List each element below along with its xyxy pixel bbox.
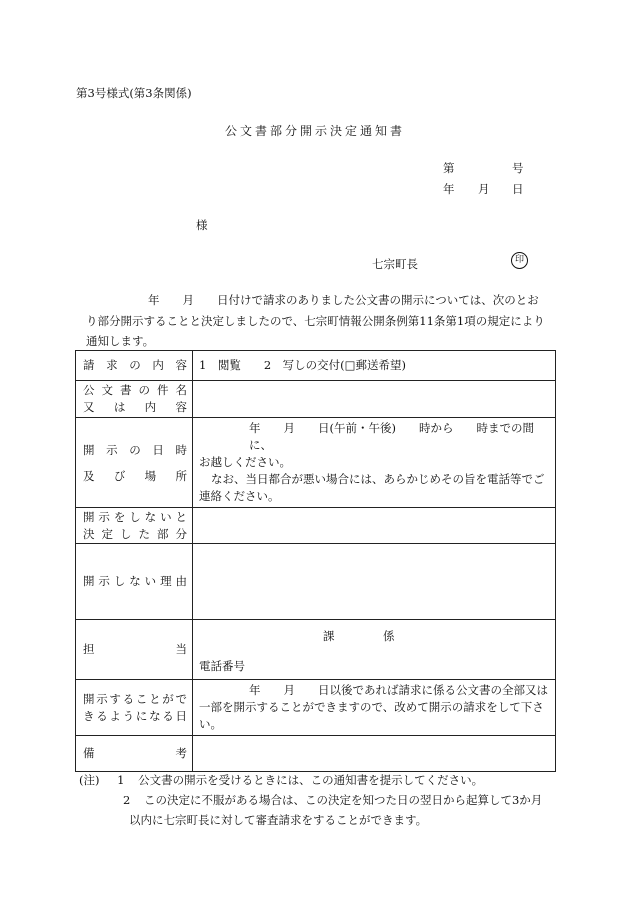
- note-1-number: 1: [117, 773, 125, 787]
- note-1: [79, 770, 542, 790]
- unit-label: 係: [383, 629, 395, 643]
- row-reason: [76, 544, 556, 620]
- label-disclosable-date-1: 開示することがで: [83, 691, 187, 706]
- label-undisclosed-part-2: 決定した部分: [83, 526, 187, 541]
- note-2-text-a: この決定に不服がある場合は、この決定を知つた日の翌日から起算して3か月: [143, 793, 543, 807]
- note-prefix: (注): [79, 773, 100, 787]
- disclosable-line-1: 年 月 日以後であれば請求に係る公文書の全部又は: [249, 683, 548, 697]
- value-remarks: [193, 736, 556, 772]
- row-person-in-charge: [76, 620, 556, 680]
- disclosable-line-3: い。: [199, 717, 222, 731]
- row-disclosable-date: [76, 680, 556, 736]
- label-disclosable-date-2: きるようになる日: [83, 708, 187, 723]
- form-number: 第3号様式(第3条関係): [76, 86, 192, 100]
- note-2-cont: [79, 810, 542, 830]
- date-place-line-2: お越しください。: [199, 455, 291, 469]
- note-1-text: 公文書の開示を受けるときには、この通知書を提示してください。: [138, 773, 484, 787]
- seal-icon: 印: [511, 252, 528, 269]
- value-disclosable-date: [193, 680, 556, 736]
- label-document-title: [76, 381, 193, 418]
- intro-line-1: 年 月 日付けで請求のありました公文書の開示については、次のとお: [148, 293, 539, 307]
- note-2: [79, 790, 542, 810]
- date-place-line-1: 年 月 日(午前・午後) 時から 時までの間に、: [249, 421, 534, 452]
- row-request-content: [76, 351, 556, 381]
- intro-line-3: 通知します。: [86, 334, 155, 348]
- note-2-number: 2: [123, 793, 131, 807]
- note-2-text-b: 以内に七宗町長に対して審査請求をすることができます。: [129, 813, 428, 827]
- label-reason: 開示しない理由: [76, 544, 193, 620]
- value-person-in-charge: [193, 620, 556, 680]
- row-undisclosed-part: [76, 508, 556, 544]
- value-reason: [193, 544, 556, 620]
- row-date-place: [76, 418, 556, 508]
- value-date-place: [193, 418, 556, 508]
- disclosable-line-2: 一部を開示することができますので、改めて開示の請求をして下さ: [199, 700, 544, 714]
- section-label: 課: [323, 629, 335, 643]
- label-request-content: 請求の内容: [76, 351, 193, 381]
- row-remarks: [76, 736, 556, 772]
- document-title: 公文書部分開示決定通知書: [224, 124, 405, 138]
- date-day: 日: [512, 182, 524, 196]
- label-date-place-1: 開示の日時: [83, 442, 187, 457]
- value-request-content: 1 閲覧 2 写しの交付(□郵送希望): [193, 351, 556, 381]
- date-year: 年: [443, 182, 455, 196]
- label-date-place: [76, 418, 193, 508]
- addressee: 様: [196, 218, 208, 232]
- doc-number-prefix: 第: [443, 161, 455, 175]
- label-remarks: 備考: [76, 736, 193, 772]
- date-month: 月: [478, 182, 490, 196]
- date-place-line-3: なお、当日都合が悪い場合には、あらかじめその旨を電話等でご: [211, 472, 545, 486]
- row-document-title: [76, 381, 556, 418]
- label-person-in-charge: 担当: [76, 620, 193, 680]
- label-date-place-2: 及び場所: [83, 468, 187, 483]
- notice-table: [75, 350, 556, 772]
- doc-number-suffix: 号: [512, 161, 524, 175]
- label-undisclosed-part: [76, 508, 193, 544]
- value-undisclosed-part: [193, 508, 556, 544]
- label-document-title-1: 公文書の件名: [83, 383, 187, 397]
- phone-label: 電話番号: [199, 659, 245, 673]
- value-document-title: [193, 381, 556, 418]
- issuer: 七宗町長: [372, 257, 418, 271]
- intro-paragraph: [86, 290, 556, 352]
- intro-line-2: り部分開示することと決定しましたので、七宗町情報公開条例第11条第1項の規定により: [86, 313, 545, 328]
- date-place-line-4: 連絡ください。: [199, 489, 280, 503]
- label-disclosable-date: [76, 680, 193, 736]
- notes: [79, 770, 542, 830]
- label-undisclosed-part-1: 開示をしないと: [83, 509, 187, 524]
- label-document-title-2: 又は内容: [83, 400, 187, 414]
